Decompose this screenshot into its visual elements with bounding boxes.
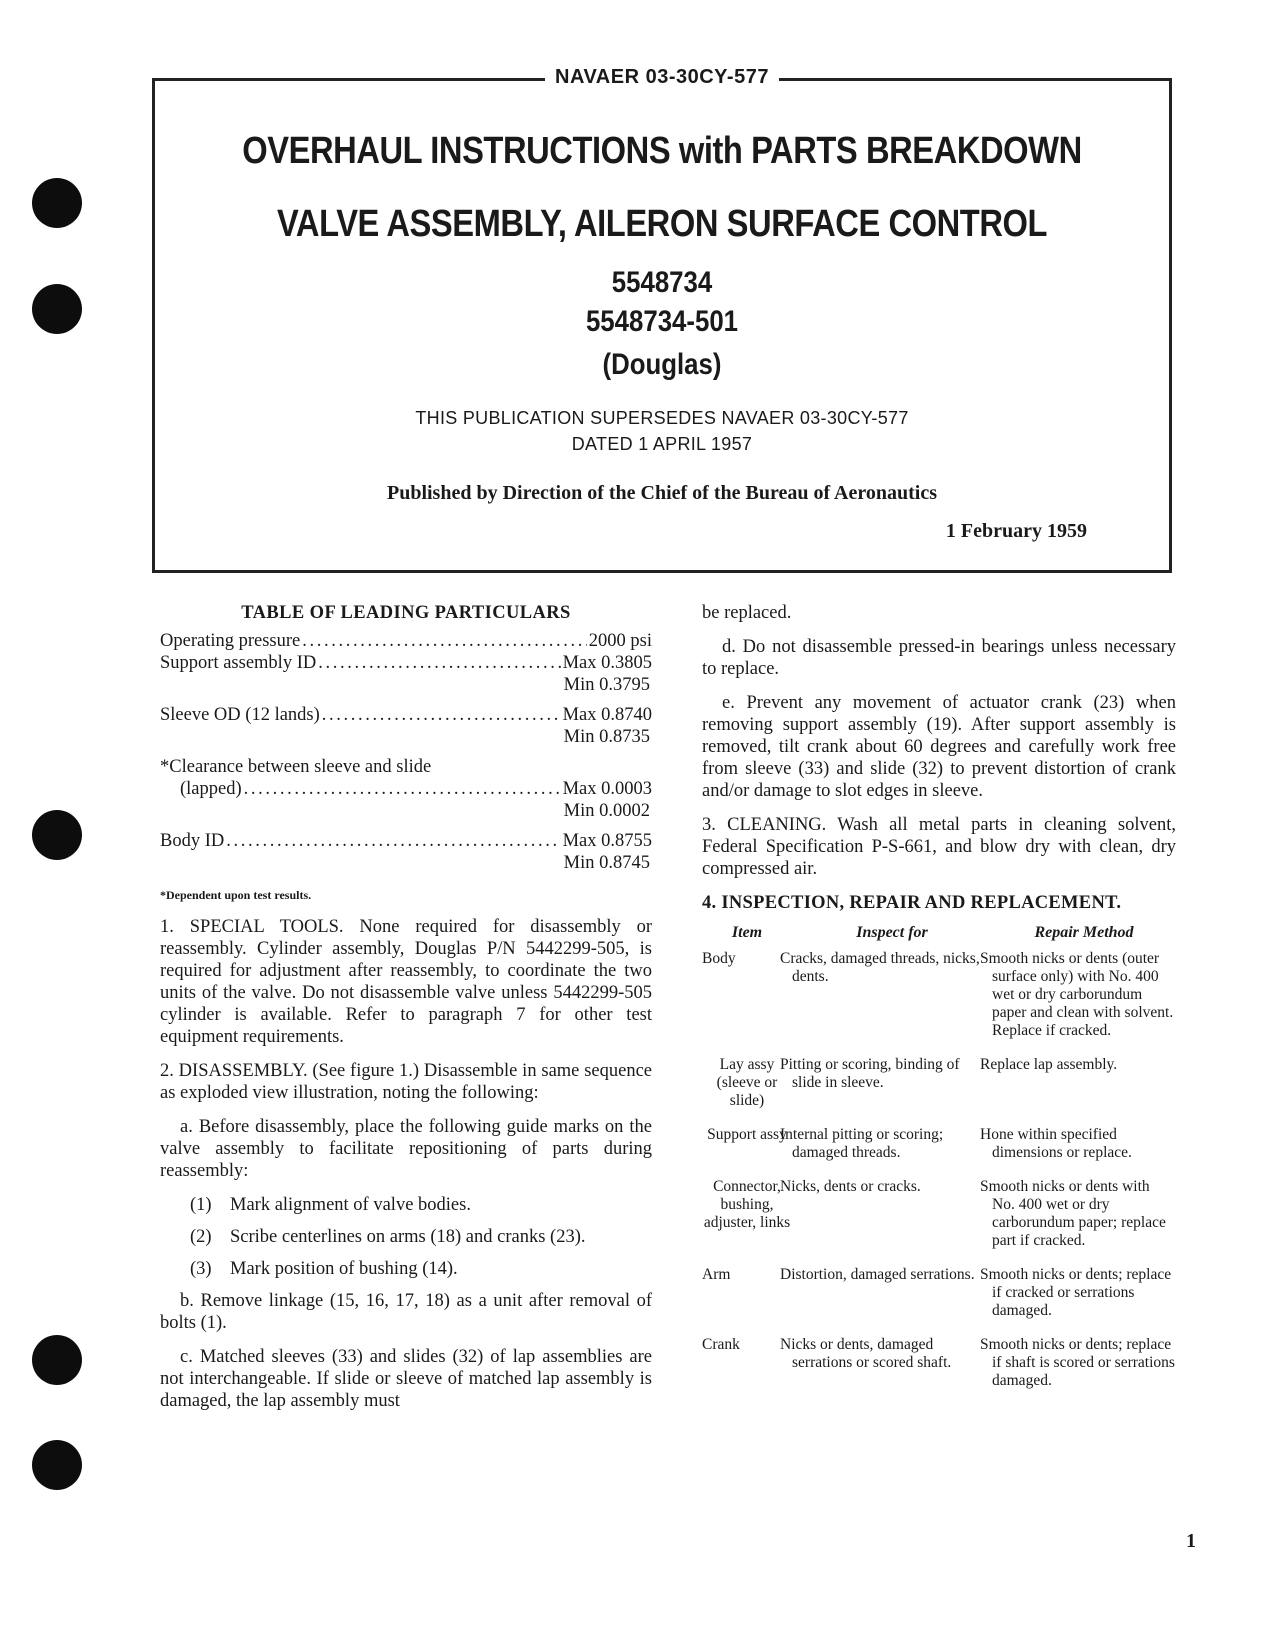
part-number: 5548734-501 xyxy=(585,305,739,338)
column-header-inspect: Inspect for xyxy=(856,924,928,941)
inspection-table xyxy=(702,924,1176,1406)
right-column xyxy=(702,602,1176,1406)
sub-step: (2) Scribe centerlines on arms (18) and cranks (23). xyxy=(190,1227,586,1247)
step-a: a. Before disassembly, place the following guide marks on the valve assembly to facilitate repositioning of parts during reassembly: xyxy=(160,1117,652,1181)
particular-min: Min 0.0002 xyxy=(563,801,650,821)
step-c-continued: be replaced. xyxy=(702,603,792,623)
table-row: Body Cracks, damaged threads, nicks, dents. Smooth nicks or dents (outer surface only) with No. 400 wet or dry carborundum paper and clean with solvent. Replace if cracked. xyxy=(702,950,1174,1039)
binder-hole xyxy=(32,810,82,860)
particular-row: (lapped) . . . Max 0.0003 xyxy=(160,778,652,800)
binder-hole xyxy=(32,284,82,334)
particular-row: Body ID . . . Max 0.8755 xyxy=(160,830,652,852)
particular-min: Min 0.8745 xyxy=(563,853,650,873)
table-row: Connector, bushing, adjuster, links Nicks, dents or cracks. Smooth nicks or dents with No. 400 wet or dry carborundum paper; replace part if cracked. xyxy=(703,1178,1166,1249)
disassembly-paragraph: 2. DISASSEMBLY. (See figure 1.) Disassemble in same sequence as exploded view illustration, noting the following: xyxy=(160,1061,652,1103)
column-header-item: Item xyxy=(731,924,763,941)
step-b: b. Remove linkage (15, 16, 17, 18) as a unit after removal of bolts (1). xyxy=(160,1291,652,1333)
footnote: *Dependent upon test results. xyxy=(160,888,312,902)
table-row: Arm Distortion, damaged serrations. Smooth nicks or dents; replace if cracked or serrations damaged. xyxy=(702,1266,1172,1319)
manufacturer: (Douglas) xyxy=(602,348,722,381)
step-e: e. Prevent any movement of actuator crank (23) when removing support assembly (19). After support assembly is removed, tilt crank about 60 degrees and carefully work free from sleeve (33) and slide (32) to prevent distortion of crank and/or damage to slot edges in sleeve. xyxy=(702,693,1176,801)
particular-row: Operating pressure . . . 2000 psi xyxy=(160,630,652,652)
table-row: Crank Nicks or dents, damaged serrations or scored shaft. Smooth nicks or dents; replace if shaft is scored or serrations damaged. xyxy=(702,1336,1175,1389)
supersedes-notice: THIS PUBLICATION SUPERSEDES NAVAER 03-30CY-577 xyxy=(415,408,909,428)
leading-particulars-title: TABLE OF LEADING PARTICULARS xyxy=(241,603,571,623)
table-row: Support assy Internal pitting or scoring; damaged threads. Hone within specified dimensions or replace. xyxy=(707,1126,1132,1161)
particular-label: *Clearance between sleeve and slide xyxy=(160,757,432,777)
particular-min: Min 0.3795 xyxy=(563,675,650,695)
binder-hole xyxy=(32,1335,82,1385)
sub-step: (1) Mark alignment of valve bodies. xyxy=(190,1195,471,1215)
special-tools-paragraph: 1. SPECIAL TOOLS. None required for disassembly or reassembly. Cylinder assembly, Douglas P/N 5442299-505, is required for adjustment after reassembly, to coordinate the two units of the valve. Do not disassemble valve unless 5442299-505 cylinder is available. Refer to paragraph 7 for other test equipment requirements. xyxy=(160,917,652,1047)
page-title: OVERHAUL INSTRUCTIONS with PARTS BREAKDOWN xyxy=(242,130,1082,172)
page-number: 1 xyxy=(1186,1530,1196,1552)
left-column xyxy=(160,602,652,1424)
supersedes-date: DATED 1 APRIL 1957 xyxy=(571,434,753,454)
column-header-repair: Repair Method xyxy=(1034,924,1134,941)
title-block xyxy=(152,66,1172,573)
inspection-title: 4. INSPECTION, REPAIR AND REPLACEMENT. xyxy=(702,893,1122,913)
binder-hole xyxy=(32,1440,82,1490)
particular-min: Min 0.8735 xyxy=(563,727,650,747)
subject-title: VALVE ASSEMBLY, AILERON SURFACE CONTROL xyxy=(276,203,1048,245)
sub-step: (3) Mark position of bushing (14). xyxy=(190,1259,458,1279)
publication-date: 1 February 1959 xyxy=(945,520,1087,542)
document-number: NAVAER 03-30CY-577 xyxy=(155,66,1169,89)
part-number: 5548734 xyxy=(611,266,713,299)
step-d: d. Do not disassemble pressed-in bearings unless necessary to replace. xyxy=(702,637,1176,679)
particular-row: Sleeve OD (12 lands) . . . Max 0.8740 xyxy=(160,704,652,726)
binder-hole xyxy=(32,178,82,228)
particular-row: Support assembly ID . . . Max 0.3805 xyxy=(160,652,652,674)
publisher-line: Published by Direction of the Chief of the Bureau of Aeronautics xyxy=(386,482,937,504)
step-c: c. Matched sleeves (33) and slides (32) of lap assemblies are not interchangeable. If slide or sleeve of matched lap assembly is damaged, the lap assembly must xyxy=(160,1347,652,1411)
table-row: Lay assy (sleeve or slide) Pitting or scoring, binding of slide in sleeve. Replace lap assembly. xyxy=(716,1056,1118,1109)
cleaning-paragraph: 3. CLEANING. Wash all metal parts in cleaning solvent, Federal Specification P-S-661, and blow dry with clean, dry compressed air. xyxy=(702,815,1176,879)
